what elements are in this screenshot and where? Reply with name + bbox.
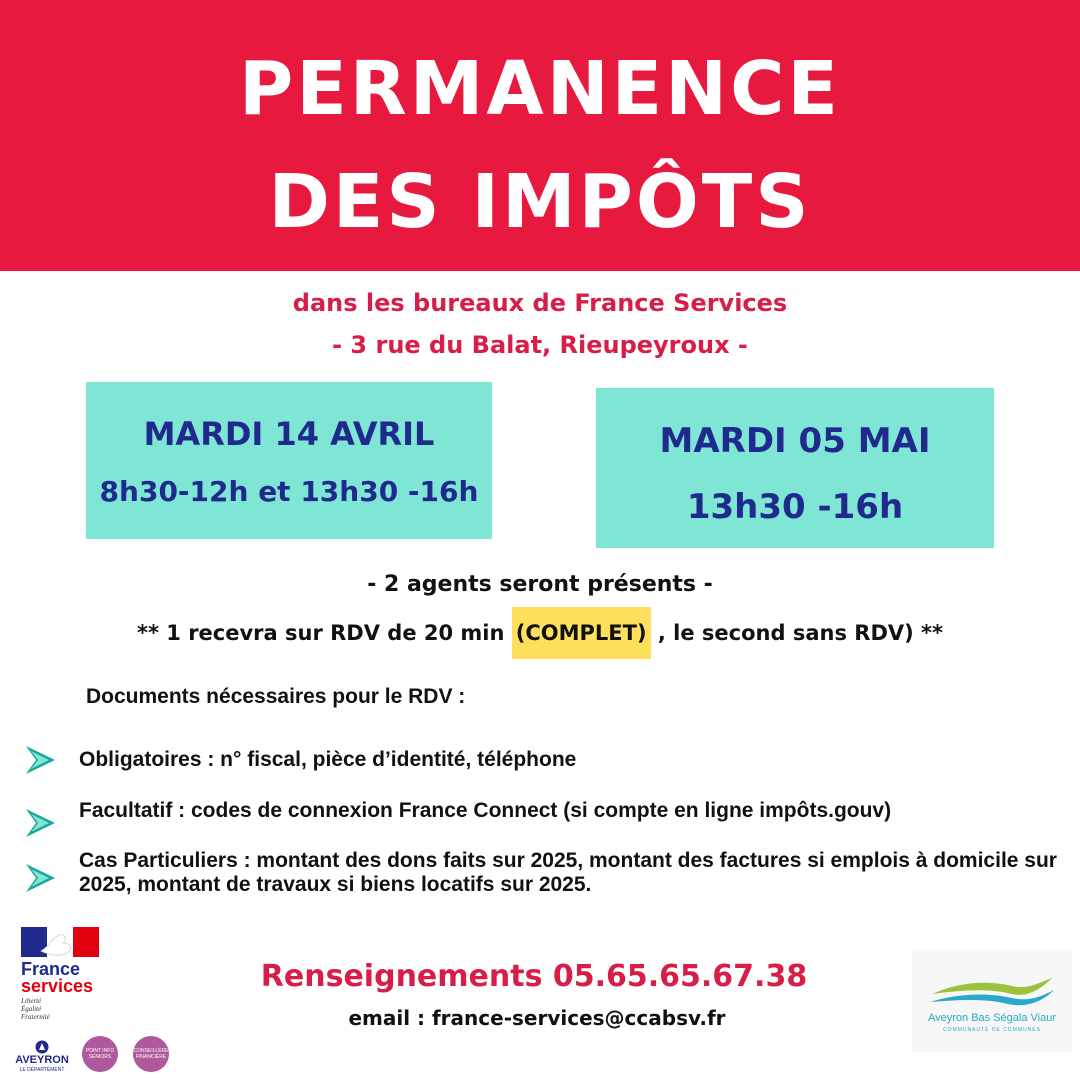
marianne-icon: [21, 927, 99, 957]
location-line1: dans les bureaux de France Services: [292, 289, 788, 317]
rdv-info-line: [0, 607, 1080, 659]
france-services-logo: [19, 925, 109, 1025]
date-box-may: [596, 388, 994, 548]
point-info-seniors-line1: POINT INFO: [85, 1048, 115, 1054]
date-day-may: MARDI 05 MAI: [659, 421, 931, 461]
complet-highlight: (COMPLET): [512, 607, 651, 659]
motto-fraternite: Fraternité: [21, 1013, 50, 1021]
chevron-right-icon: [22, 743, 62, 777]
wave-logo-icon: [928, 972, 1058, 1012]
banner-title-line1: PERMANENCE: [239, 46, 841, 132]
france-services-name-line2: services: [21, 976, 94, 996]
community-subtitle: COMMUNAUTÉ DE COMMUNES: [943, 1027, 1041, 1033]
documents-title: Documents nécessaires pour le RDV :: [86, 685, 466, 708]
agents-line: - 2 agents seront présents -: [367, 572, 713, 597]
chevron-right-icon: [22, 806, 62, 840]
rdv-text-after: , le second sans RDV) **: [650, 621, 943, 645]
community-name: Aveyron Bas Ségala Viaur: [927, 1012, 1056, 1024]
date-box-april: [86, 382, 492, 539]
motto-egalite: Égalité: [21, 1005, 42, 1013]
conseillere-financiere-line2: FINANCIÈRE: [135, 1054, 167, 1060]
motto-liberte: Liberté: [21, 997, 42, 1005]
aveyron-subtitle: LE DÉPARTEMENT: [19, 1067, 65, 1073]
banner-title-line2: DES IMPÔTS: [268, 159, 812, 245]
point-info-seniors-line2: SENIORS: [88, 1054, 112, 1060]
republic-motto: [21, 997, 50, 1021]
aveyron-logo: [10, 1040, 74, 1076]
title-banner: [0, 0, 1080, 271]
conseillere-financiere-line1: CONSEILLÈRE: [133, 1048, 169, 1054]
chevron-right-icon: [22, 861, 62, 895]
france-services-name: [21, 961, 93, 995]
contact-email: email : france-services@ccabsv.fr: [348, 1006, 726, 1030]
community-logo: [912, 950, 1072, 1052]
date-hours-may: 13h30 -16h: [686, 487, 904, 527]
location-line2: - 3 rue du Balat, Rieupeyroux -: [332, 331, 748, 359]
document-item-special-cases: Cas Particuliers : montant des dons faits sur 2025, montant des factures si emplois à domicile sur 2025, montant de travaux si biens locatifs sur 2025.: [79, 849, 1057, 896]
aveyron-name: AVEYRON: [15, 1054, 69, 1066]
date-hours-april: 8h30-12h et 13h30 -16h: [99, 475, 479, 508]
date-day-april: MARDI 14 AVRIL: [143, 415, 435, 453]
rdv-text-before: ** 1 recevra sur RDV de 20 min: [137, 621, 512, 645]
contact-phone: Renseignements 05.65.65.67.38: [260, 959, 808, 994]
document-item-mandatory: Obligatoires : n° fiscal, pièce d’identité, téléphone: [79, 748, 577, 771]
aveyron-emblem-icon: [35, 1040, 49, 1054]
document-item-optional: Facultatif : codes de connexion France Connect (si compte en ligne impôts.gouv): [79, 799, 892, 822]
conseillere-financiere-logo: [133, 1036, 169, 1072]
point-info-seniors-logo: [82, 1036, 118, 1072]
france-services-name-line1: France: [21, 959, 81, 979]
